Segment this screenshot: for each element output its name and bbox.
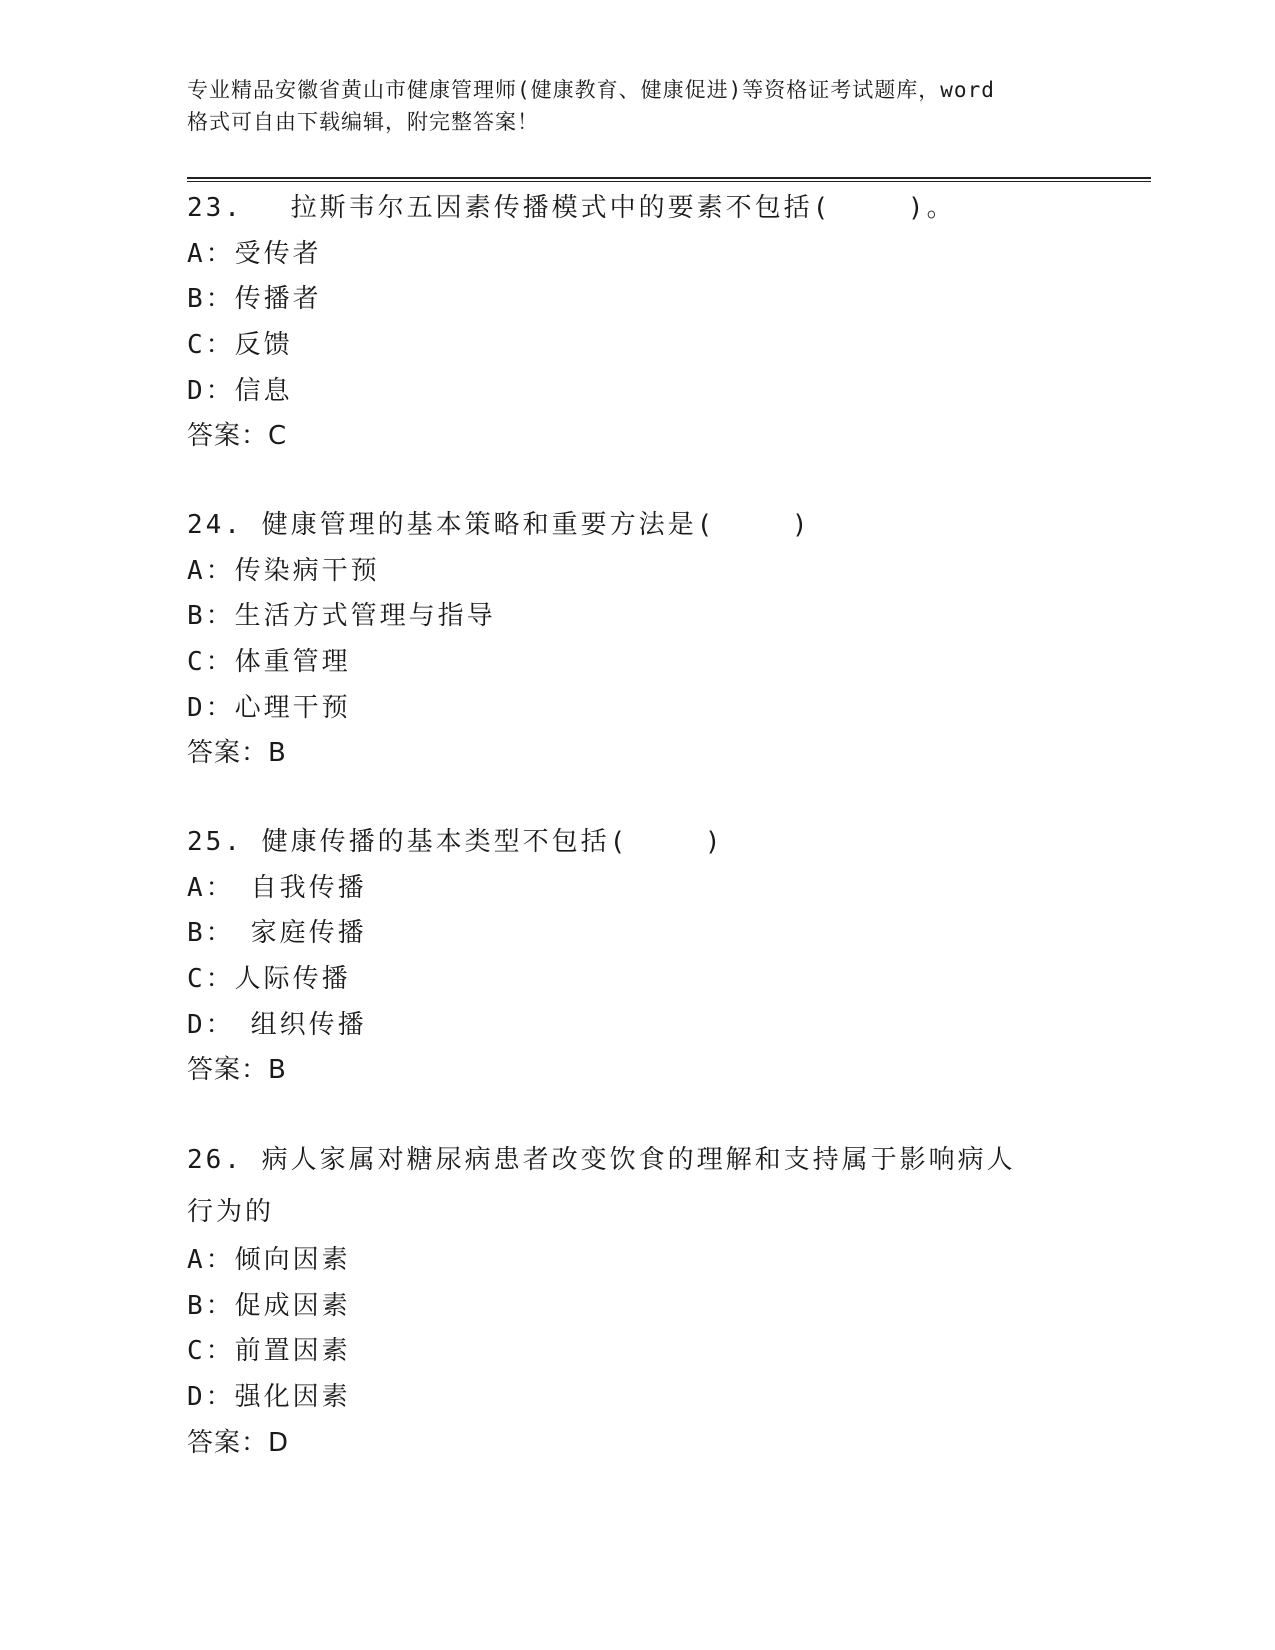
option-b: B：传播者 [187, 284, 322, 315]
answer-line: 答案：B [187, 738, 287, 769]
option-a: A： 自我传播 [187, 872, 367, 903]
answer-line: 答案：B [187, 1055, 287, 1086]
question-stem: 23. 拉斯韦尔五因素传播模式中的要素不包括( )。 [187, 193, 956, 223]
option-c: C：人际传播 [187, 964, 351, 995]
option-d: D：信息 [187, 375, 293, 406]
option-a: A：倾向因素 [187, 1245, 351, 1275]
option-b: B：促成因素 [187, 1290, 351, 1321]
answer-line: 答案：C [187, 421, 288, 452]
option-c: C：体重管理 [187, 647, 351, 678]
option-c: C：反馈 [187, 330, 293, 361]
question-block-23 [187, 186, 1107, 460]
rule-bottom-line [187, 181, 1151, 182]
question-block-24 [187, 503, 1107, 777]
option-b: B：生活方式管理与指导 [187, 601, 496, 632]
answer-line: 答案：D [187, 1427, 290, 1458]
option-a: A：受传者 [187, 238, 322, 269]
rule-top-line [187, 177, 1151, 179]
header-line-2: 格式可自由下载编辑，附完整答案！ [187, 110, 539, 134]
question-stem: 25. 健康传播的基本类型不包括( ) [187, 827, 724, 857]
document-header [187, 74, 1087, 138]
option-d: D：心理干预 [187, 692, 351, 723]
question-block-25 [187, 820, 1107, 1094]
option-d: D： 组织传播 [187, 1009, 367, 1040]
question-stem: 24. 健康管理的基本策略和重要方法是( ) [187, 510, 811, 540]
option-c: C：前置因素 [187, 1336, 351, 1367]
question-block-26 [187, 1134, 1037, 1466]
option-b: B： 家庭传播 [187, 918, 367, 949]
header-line-1: 专业精品安徽省黄山市健康管理师(健康教育、健康促进)等资格证考试题库，word [187, 78, 995, 102]
question-stem: 26. 病人家属对糖尿病患者改变饮食的理解和支持属于影响病人行为的 [187, 1145, 1016, 1227]
double-rule [187, 177, 1151, 183]
option-d: D：强化因素 [187, 1382, 351, 1413]
option-a: A：传染病干预 [187, 555, 380, 586]
